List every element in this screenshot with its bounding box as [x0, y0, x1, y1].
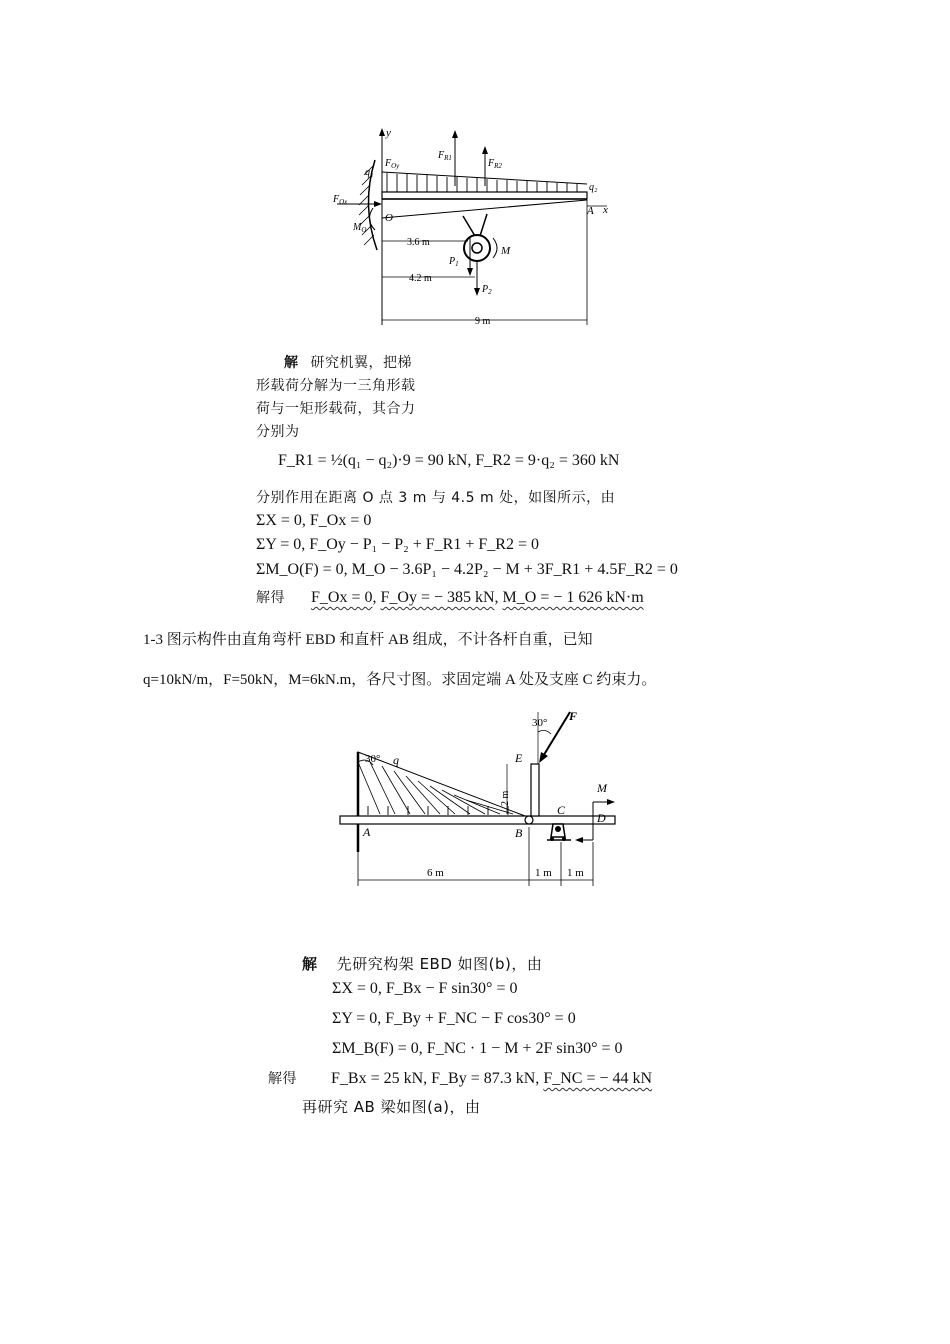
sol1-line-1: 研究机翼，把梯	[310, 355, 412, 371]
wing-diagram	[325, 120, 625, 330]
sol2-intro	[302, 953, 542, 974]
sol2-eq3: ΣM_B(F) = 0, F_NC · 1 − M + 2F sin30° = 0	[332, 1040, 623, 1057]
sol2-result-fbx: F_Bx = 25 kN,	[331, 1070, 428, 1087]
beam-AD	[340, 816, 615, 824]
sol1-eq2: ΣY = 0, F_Oy − P₁ − P₂ + F_R1 + F_R2 = 0	[256, 536, 539, 553]
sol2-result-label: 解得	[268, 1071, 297, 1087]
fox-subscript: Ox	[339, 198, 348, 206]
sol2-results	[268, 1068, 652, 1088]
bar-EB	[531, 764, 539, 816]
load-q-label: q	[393, 753, 399, 767]
fr1-subscript: R1	[444, 154, 452, 162]
sol2-result-fnc: F_NC = − 44 kN	[543, 1070, 653, 1087]
mo-subscript: O	[361, 226, 367, 234]
p1-subscript: 1	[455, 260, 459, 268]
p2-subscript: 2	[488, 288, 492, 296]
fr2-subscript: R2	[494, 162, 502, 170]
sol2-intro-text: 先研究构架 EBD 如图(b)，由	[336, 955, 543, 973]
sol2-eq1: ΣX = 0, F_Bx − F sin30° = 0	[332, 980, 518, 997]
sol1-label: 解	[284, 355, 299, 371]
dim-6m: 6 m	[427, 867, 444, 879]
sol2-label: 解	[302, 955, 318, 973]
sol1-result-fox: F_Ox = 0	[311, 589, 373, 606]
dim-1m-left: 1 m	[535, 867, 552, 879]
force-F-label: F	[569, 709, 578, 723]
problem-line-1: 1-3 图示构件由直角弯杆 EBD 和直杆 AB 组成，不计各杆自重，已知	[143, 632, 593, 648]
figure-wing	[325, 120, 625, 330]
figure-frame	[335, 702, 625, 892]
q2-label: q₂	[589, 182, 598, 193]
sol1-results: 解得 F_Ox = 0, F_Oy = − 385 kN, M_O = − 1 626 kN·m	[256, 589, 644, 606]
problem-line-2: q=10kN/m，F=50kN，M=6kN.m，各尺寸图。求固定端 A 处及支座 C 约束力。	[143, 672, 657, 688]
moment-M-label: M	[501, 245, 511, 257]
sol2-eq2: ΣY = 0, F_By + F_NC − F cos30° = 0	[332, 1010, 576, 1027]
sol1-result-foy: F_Oy = − 385 kN	[380, 589, 495, 606]
svg-text:FOy	[384, 158, 400, 170]
dim-4-2m: 4.2 m	[409, 273, 432, 284]
svg-text:P2	[481, 284, 492, 296]
svg-text:FR1	[437, 150, 452, 162]
wing-beam	[382, 192, 587, 199]
dim-9m: 9 m	[475, 316, 491, 327]
p2-label: P	[482, 284, 489, 295]
sol1-line-2: 形载荷分解为一三角形载	[256, 378, 416, 394]
sol1-intro	[256, 352, 416, 444]
frame-diagram	[335, 702, 625, 892]
sol1-eq3: ΣM_O(F) = 0, M_O − 3.6P₁ − 4.2P₂ − M + 3F_R1 + 4.5F_R2 = 0	[256, 561, 678, 578]
sol1-eq1: ΣX = 0, F_Ox = 0	[256, 512, 372, 529]
sol1-result-mo: M_O = − 1 626 kN·m	[502, 589, 644, 606]
point-D-label: D	[597, 811, 606, 825]
foy-subscript: Oy	[391, 162, 400, 170]
svg-text:FR2	[487, 158, 502, 170]
y-axis-label: y	[386, 127, 391, 139]
sol1-line-3: 荷与一矩形载荷，其合力	[256, 401, 416, 417]
dim-2m: 2 m	[500, 790, 511, 806]
point-B-label: B	[515, 826, 523, 840]
point-E-label: E	[515, 751, 523, 765]
engine-circle	[464, 235, 490, 261]
sol2-result-fby: F_By = 87.3 kN,	[431, 1070, 540, 1087]
fr2-label: F	[488, 158, 495, 169]
sol1-where: 分别作用在距离 O 点 3 m 与 4.5 m 处，如图所示，由	[256, 490, 616, 506]
dim-3-6m: 3.6 m	[407, 237, 430, 248]
svg-text:FOx	[332, 194, 348, 206]
p1-label: P	[449, 256, 456, 267]
x-axis-label: x	[603, 204, 608, 216]
pin-B	[525, 816, 533, 824]
moment-M-label: M	[597, 781, 607, 795]
triangle-load-hatch	[358, 762, 513, 814]
fr1-label: F	[438, 150, 445, 161]
sol2-next: 再研究 AB 梁如图(a)，由	[302, 1098, 481, 1116]
point-A-label: A	[587, 205, 594, 217]
foy-label: F	[385, 158, 392, 169]
mo-label: M	[353, 222, 362, 233]
svg-text:MO	[352, 222, 366, 234]
point-A-label: A	[363, 825, 371, 839]
point-O-label: O	[385, 212, 393, 224]
point-C-label: C	[557, 803, 566, 817]
fox-label: F	[333, 194, 340, 205]
distributed-load-arrows	[387, 173, 577, 192]
dim-1m-right: 1 m	[567, 867, 584, 879]
sol1-result-label: 解得	[256, 590, 285, 606]
sol1-resultants: F_R1 = ½(q₁ − q₂)·9 = 90 kN, F_R2 = 9·q₂ = 360 kN	[278, 452, 620, 469]
angle-30-left: 30°	[365, 753, 381, 765]
q1-label: q₁	[365, 167, 374, 178]
angle-30-top: 30°	[532, 717, 548, 729]
svg-text:P1	[448, 256, 459, 268]
sol1-line-4: 分别为	[256, 424, 300, 440]
